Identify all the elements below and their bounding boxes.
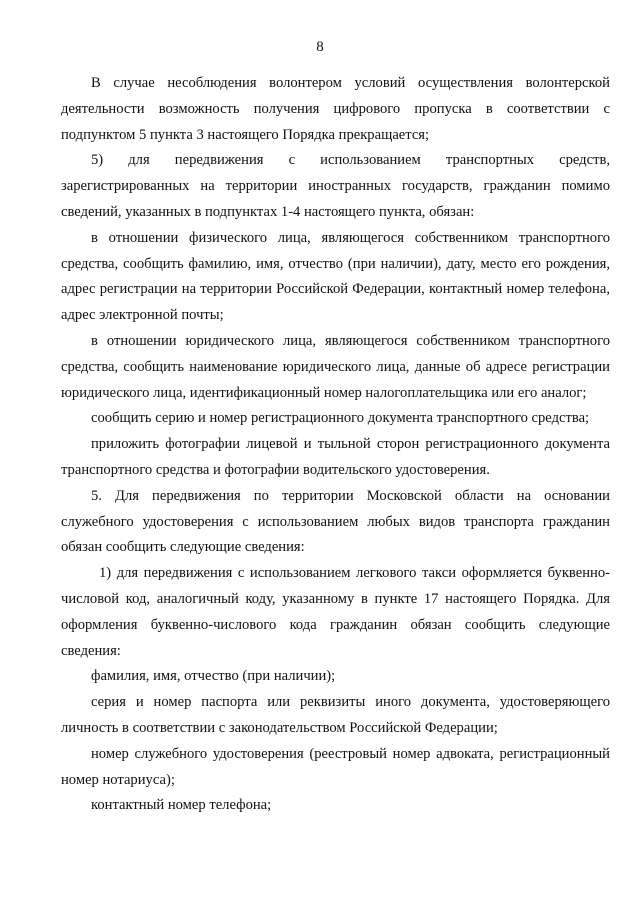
paragraph-taxi-subitem-1: 1) для передвижения с использованием легкового такси оформляется буквенно-числовой код, аналогичный коду, указанному в пункте 17 настоящего Порядка. Для оформления буквенно-числового кода гражданин обязан сообщить следующие сведения: [61,565,610,659]
page-number: 8 [316,39,324,55]
paragraph-individual-owner: в отношении физического лица, являющегося собственником транспортного средства, сообщить фамилию, имя, отчество (при наличии), дату, место его рождения, адрес регистрации на территории Российской Федерации, контактный номер телефона, адрес электронной почты; [61,229,610,324]
document-body [61,71,610,819]
paragraph-subitem-5: 5) для передвижения с использованием транспортных средств, зарегистрированных на территории иностранных государств, гражданин помимо сведений, указанных в подпунктах 1-4 настоящего пункта, обязан: [61,152,610,220]
paragraph-passport: серия и номер паспорта или реквизиты иного документа, удостоверяющего личность в соответствии с законодательством Российской Федерации; [61,694,610,736]
paragraph-phone: контактный номер телефона; [91,797,272,814]
paragraph-registration-document: сообщить серию и номер регистрационного документа транспортного средства; [91,410,590,427]
paragraph-attach-photos: приложить фотографии лицевой и тыльной сторон регистрационного документа транспортного средства и фотографии водительского удостоверения. [61,436,610,478]
paragraph-item-5: 5. Для передвижения по территории Московской области на основании служебного удостоверения с использованием любых видов транспорта гражданин обязан сообщить следующие сведения: [61,487,610,556]
paragraph-volunteer-clause: В случае несоблюдения волонтером условий осуществления волонтерской деятельности возможность получения цифрового пропуска в соответствии с подпунктом 5 пункта 3 настоящего Порядка прекращается; [61,75,610,143]
paragraph-service-id: номер служебного удостоверения (реестровый номер адвоката, регистрационный номер нотариуса); [61,745,610,788]
paragraph-full-name: фамилия, имя, отчество (при наличии); [91,668,336,685]
paragraph-legal-entity-owner: в отношении юридического лица, являющегося собственником транспортного средства, сообщить наименование юридического лица, данные об адресе регистрации юридического лица, идентификационный номер налогоплательщика или его аналог; [61,332,610,401]
